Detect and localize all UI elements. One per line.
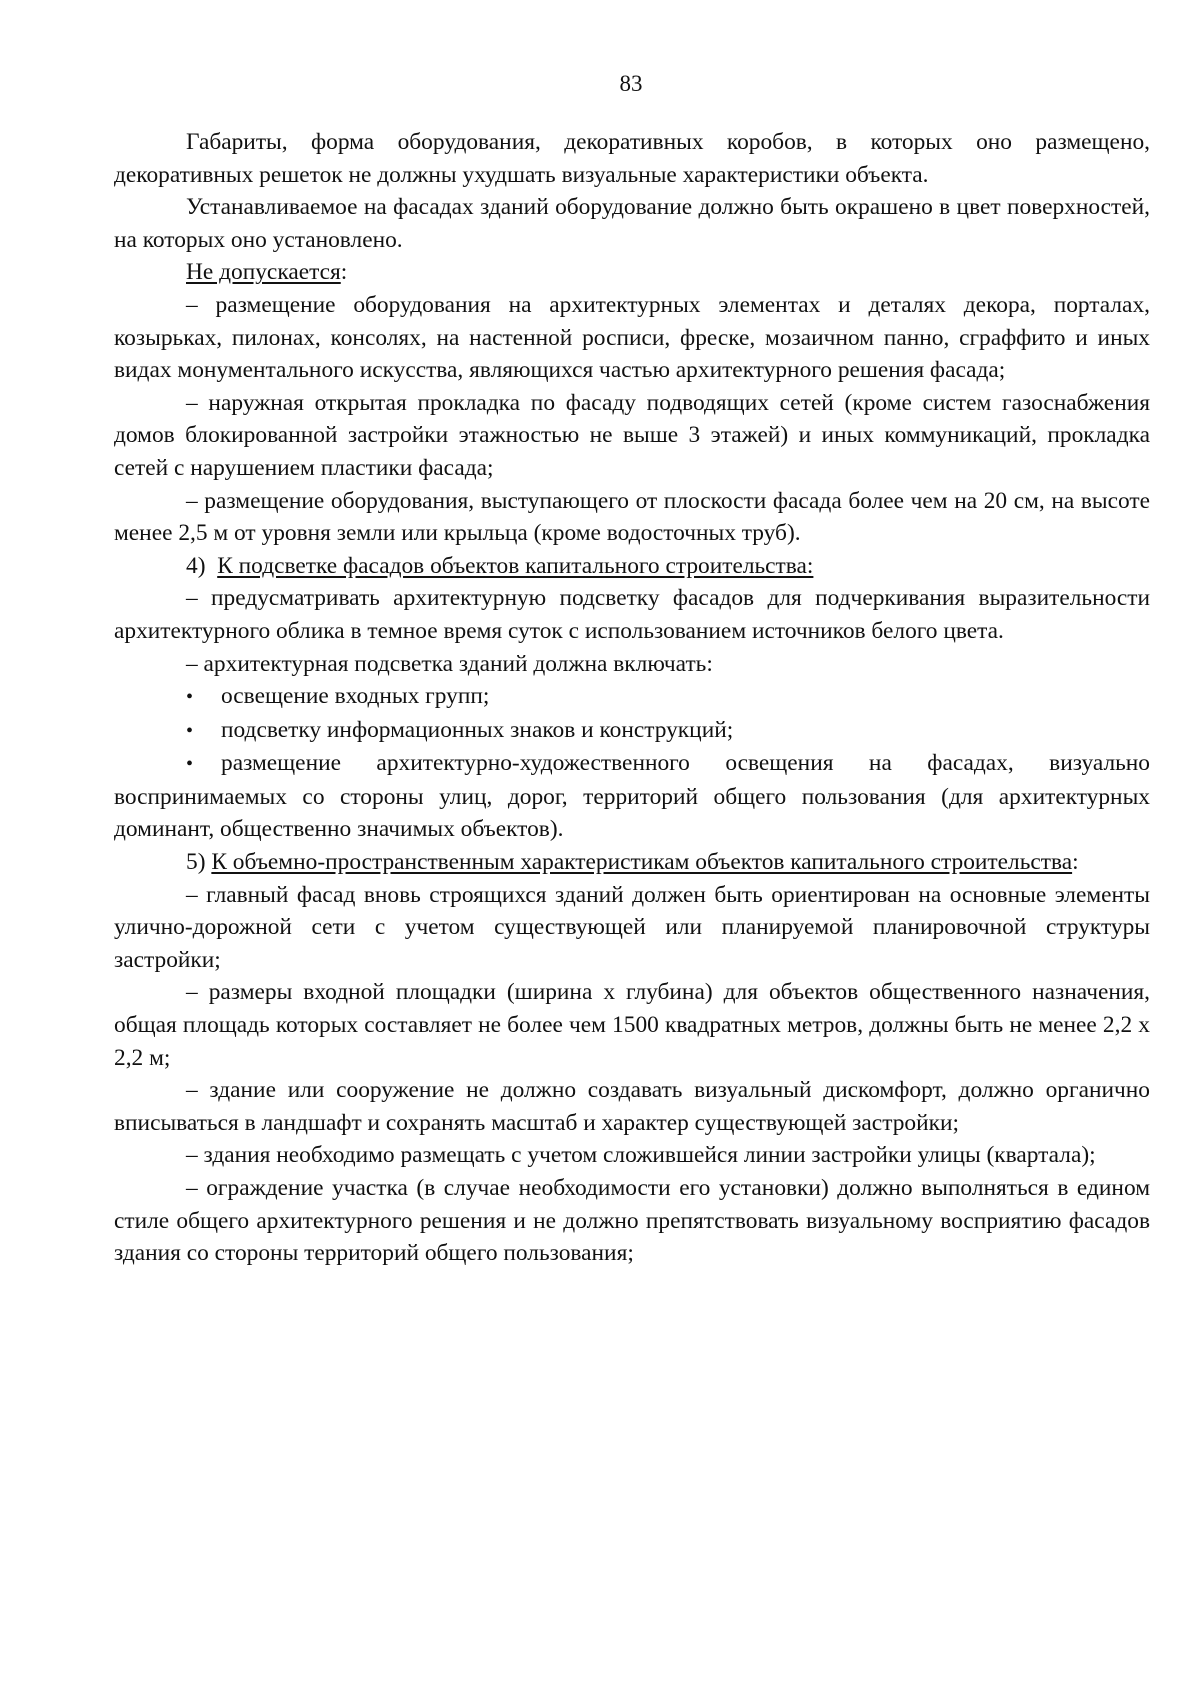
list-item-external-networks: – наружная открытая прокладка по фасаду подводящих сетей (кроме систем газоснабжения домов блокированной застройки этажностью не выше 3 этажей) и иных коммуникаций, прокладка сетей с нарушением пластики фасада; [114,389,1150,481]
list-item-visual-comfort: – здание или сооружение не должно создавать визуальный дискомфорт, должно органично вписываться в ландшафт и сохранять масштаб и характер существующей застройки; [114,1077,1150,1136]
list-item-illumination-includes: – архитектурная подсветка зданий должна включать: [186,650,713,677]
section-5-number: 5) [186,849,206,876]
bullet-text: размещение архитектурно-художественного освещения на фасадах, визуально воспринимаемых со стороны улиц, дорог, территорий общего пользования (для архитектурных доминант, общественно значимых объектов). [114,750,1150,843]
list-item-entrance-area: – размеры входной площадки (ширина x глубина) для объектов общественного назначения, общая площадь которых составляет не более чем 1500 квадратных метров, должны быть не менее 2,2 x 2,2 м; [114,979,1150,1071]
not-allowed-label: Не допускается [186,259,341,286]
bullet-item-entrance-lighting [114,680,1150,714]
not-allowed-colon: : [340,259,348,286]
section-4-number: 4) [186,552,206,579]
bullet-icon: • [186,753,194,776]
section-heading-4 [114,550,1150,583]
paragraph-equipment-color: Устанавливаемое на фасадах зданий оборудование должно быть окрашено в цвет поверхностей, на которых оно установлено. [114,194,1150,253]
bullet-item-artistic-lighting [114,747,1150,846]
list-item-fencing: – ограждение участка (в случае необходимости его установки) должно выполняться в едином стиле общего архитектурного решения и не должно препятствовать визуальному восприятию фасадов здания со стороны территорий общего пользования; [114,1175,1150,1267]
section-5-title: К объемно-пространственным характеристикам объектов капитального строительства [211,849,1073,876]
list-item-protruding-equipment: – размещение оборудования, выступающего от плоскости фасада более чем на 20 см, на высоте менее 2,5 м от уровня земли или крыльца (кроме водосточных труб). [114,487,1150,547]
paragraph-dimensions: Габариты, форма оборудования, декоративных коробов, в которых оно размещено, декоративных решеток не должны ухудшать визуальные характеристики объекта. [114,129,1150,188]
bullet-icon: • [186,686,194,709]
list-item-building-line: – здания необходимо размещать с учетом сложившейся линии застройки улицы (квартала); [186,1142,1096,1169]
page-number: 83 [619,71,643,96]
section-4-title: К подсветке фасадов объектов капитального строительства: [217,552,814,579]
bullet-icon: • [186,719,194,742]
list-item-architectural-elements: – размещение оборудования на архитектурных элементах и деталях декора, порталах, козырьках, пилонах, консолях, на настенной росписи, фреске, мозаичном панно, сграффито и иных видах монументального искусства, являющихся частью архитектурного решения фасада; [114,291,1150,384]
paragraph-not-allowed [114,256,1150,289]
section-5-colon: : [1072,849,1079,876]
section-heading-5 [114,846,1150,879]
list-item-illumination: – предусматривать архитектурную подсветку фасадов для подчеркивания выразительности архитектурного облика в темное время суток с использованием источников белого цвета. [114,585,1150,644]
list-item-main-facade: – главный фасад вновь строящихся зданий должен быть ориентирован на основные элементы улично-дорожной сети с учетом существующей или планируемой планировочной структуры застройки; [114,881,1150,973]
bullet-text: освещение входных групп; [221,683,490,710]
bullet-item-sign-lighting [114,714,1150,748]
bullet-text: подсветку информационных знаков и конструкций; [221,716,734,743]
document-body [114,126,1150,1270]
